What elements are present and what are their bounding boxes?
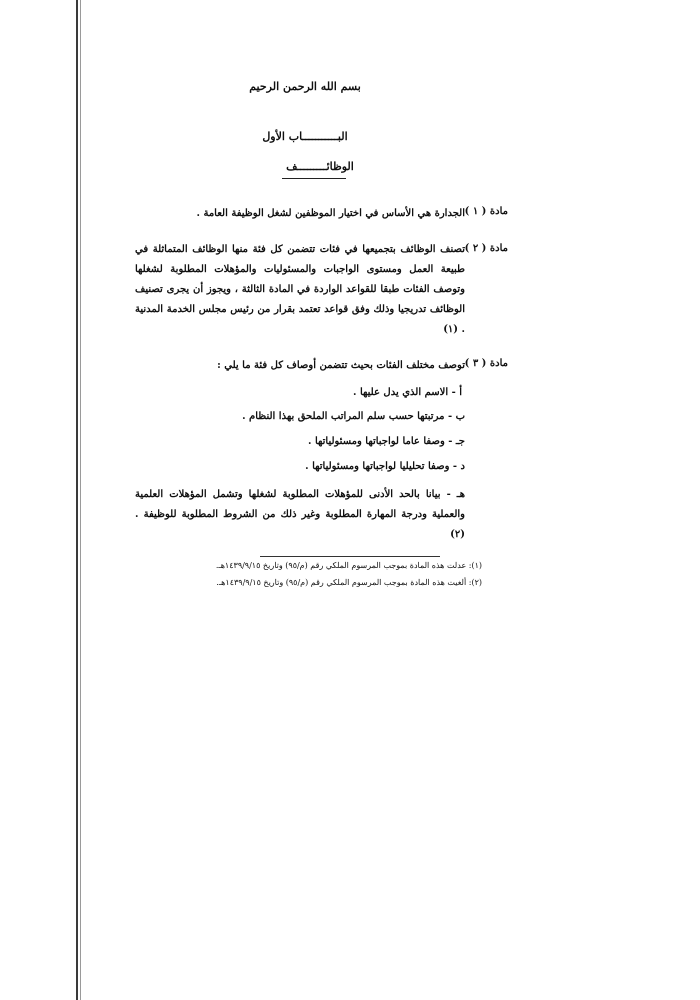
article-3-item-a: أ - الاسم الذي يدل عليها . [353, 387, 462, 398]
section-title-underline [282, 178, 346, 179]
article-3-label: مادة ( ٣ ) [464, 358, 508, 369]
article-3-item-d: د - وصفا تحليليا لواجباتها ومسئولياتها . [305, 461, 465, 472]
chapter-title: البـــــــــــاب الأول [262, 130, 348, 143]
section-title: الوظائـــــــــف [286, 160, 354, 173]
article-3-item-b: ب - مرتبتها حسب سلم المراتب الملحق بهذا النظام . [242, 411, 465, 422]
page-binding-edge-inner [80, 0, 81, 1000]
article-2-text: تصنف الوظائف بتجميعها في فئات تتضمن كل فئة منها الوظائف المتماثلة في طبيعة العمل ومستوى الواجبات والمسئوليات والمؤهلات المطلوبة لشغلها وتوصف الفئات طبقا للقواعد الواردة في المادة الثالثة ، ويجوز أن يجرى تصنيف الوظائف تدريجيا وذلك وفق قواعد تعتمد بقرار من رئيس مجلس الخدمة المدنية . (١) [135, 244, 465, 335]
article-3-item-c: جـ - وصفا عاما لواجباتها ومسئولياتها . [308, 436, 465, 447]
basmala-heading: بسم الله الرحمن الرحيم [249, 80, 361, 93]
article-2-label: مادة ( ٢ ) [464, 243, 508, 254]
footnote-separator [260, 556, 440, 557]
article-3-intro: توصف مختلف الفئات بحيث تتضمن أوصاف كل فئة ما يلي : [217, 360, 465, 371]
footnote-2: (٢): ألغيت هذه المادة بموجب المرسوم الملكي رقم (م/٩٥) وتاريخ ١٤٣٩/٩/١٥هـ. [216, 578, 482, 587]
article-3-item-e: هـ - بيانا بالحد الأدنى للمؤهلات المطلوبة لشغلها وتشمل المؤهلات العلمية والعملية ودرجة المهارة المطلوبة وغير ذلك من الشروط المطلوبة للوظيفة . (٢) [135, 489, 465, 540]
page-binding-edge [76, 0, 78, 1000]
article-1-text: الجدارة هي الأساس في اختيار الموظفين لشغل الوظيفة العامة . [196, 208, 465, 219]
footnote-1: (١): عدلت هذه المادة بموجب المرسوم الملكي رقم (م/٩٥) وتاريخ ١٤٣٩/٩/١٥هـ. [215, 561, 482, 570]
article-1-label: مادة ( ١ ) [464, 206, 508, 217]
